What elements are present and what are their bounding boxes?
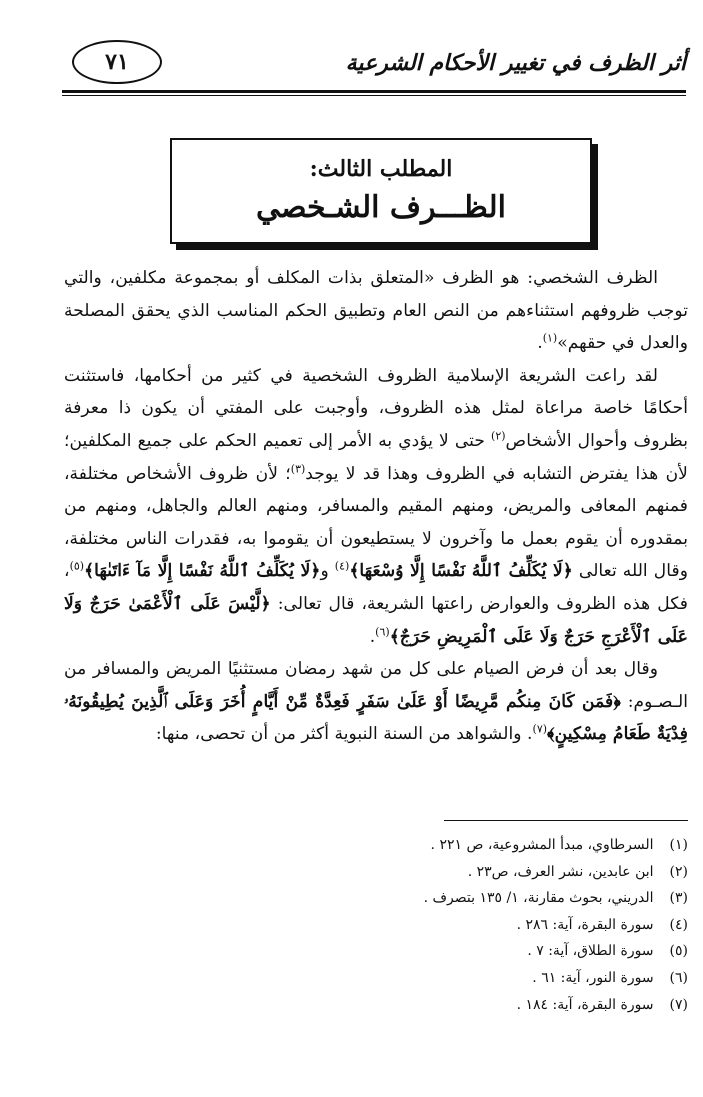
footnote-text: سورة البقرة، آية: ٢٨٦ .	[516, 916, 654, 933]
page-number: ٧١	[105, 49, 129, 75]
footnote-text: السرطاوي، مبدأ المشروعية، ص ٢٢١ .	[430, 837, 654, 853]
footnote-separator	[444, 820, 688, 821]
section-subheading: الظـــرف الشـخصي	[256, 190, 506, 225]
footnote-ref: (٦)	[375, 624, 390, 638]
paragraph	[64, 653, 688, 751]
footnote-item	[64, 832, 688, 859]
text-run: ؛ لأن ظروف الأشخاص مختلفة، فمنهم المعافى والمريض، ومنهم المقيم والمسافر، ومنهم العالم والجاهل، ومنهم من بمقدوره أن يقوم بعمل ما وآخرون لا يستطيعون أن يقوموا به، فقدرات الناس مختلفة، وقال الله تعالى	[64, 463, 688, 582]
section-heading: المطلب الثالث:	[309, 156, 453, 182]
page-number-oval	[72, 40, 162, 84]
page-header	[62, 38, 686, 86]
footnote-number: (٦)	[669, 969, 688, 986]
footnote-text: سورة الطلاق، آية: ٧ .	[527, 943, 654, 960]
main-text	[64, 262, 688, 751]
footnote-ref: (٢)	[491, 429, 506, 443]
footnote-text: ابن عابدين، نشر العرف، ص٢٣ .	[467, 863, 654, 880]
footnote-text: الدريني، بحوث مقارنة، ١/ ١٣٥ بتصرف .	[423, 890, 654, 907]
footnote-text: سورة البقرة، آية: ١٨٤ .	[516, 996, 654, 1013]
text-run: الظرف الشخصي: هو الظرف «المتعلق بذات المكلف أو بمجموعة مكلفين، والتي توجب ظروفهم استثناءهم من النص العام وتطبيق الحكم المناسب الذي يحقق المصلحة والعدل في حقهم»	[64, 268, 688, 354]
section-title-box	[170, 138, 592, 244]
footnote-item	[64, 885, 688, 912]
paragraph	[64, 262, 688, 360]
footnote-text: سورة النور، آية: ٦١ .	[532, 969, 654, 986]
running-title: أثر الظرف في تغيير الأحكام الشرعية	[345, 50, 686, 76]
footnote-ref: (٥)	[69, 559, 85, 573]
text-run: . والشواهد من السنة النبوية أكثر من أن تحصى، منها:	[155, 724, 533, 745]
footnote-ref: (٤)	[334, 559, 350, 573]
footnote-number: (٤)	[669, 916, 688, 933]
footnote-number: (٣)	[669, 890, 688, 907]
footnote-item	[64, 859, 688, 886]
quran-verse: ﴿لَا يُكَلِّفُ ٱللَّهُ نَفْسًا إِلَّا وُسْعَهَا﴾	[349, 561, 573, 582]
text-run: و	[320, 561, 335, 582]
footnote-ref: (١)	[542, 331, 558, 345]
footnote-ref: (٧)	[532, 722, 548, 736]
text-run: ، فكل هذه الظروف والعوارض راعتها الشريعة، قال تعالى:	[64, 561, 688, 614]
footnotes-list	[64, 832, 688, 1018]
header-rule-thin	[62, 95, 686, 96]
footnote-ref: (٣)	[290, 461, 306, 475]
text-run: حتى لا يؤدي به الأمر إلى تعميم الحكم على جميع المكلفين؛ لأن هذا يفترض التشابه في الظروف وهذا قد لا يوجد	[64, 430, 688, 484]
footnote-number: (٥)	[669, 943, 688, 960]
header-rule	[62, 90, 686, 93]
footnote-number: (٧)	[669, 996, 688, 1013]
text-run: .	[369, 626, 376, 647]
text-run: لقد راعت الشريعة الإسلامية الظروف الشخصية في كثير من أحكامها، فاستثنت أحكامًا خاصة مراعاة لمثل هذه الظروف، وأوجبت على المفتي أن يكون ذا معرفة بظروف وأحوال الأشخاص	[64, 365, 689, 451]
footnote-number: (١)	[669, 837, 688, 853]
footnote-item	[64, 992, 688, 1019]
text-run: وقال بعد أن فرض الصيام على كل من شهد رمضان مستثنيًا المريض والمسافر من الـصـوم:	[64, 659, 688, 712]
quran-verse: ﴿لَا يُكَلِّفُ ٱللَّهُ نَفْسًا إِلَّا مَآ ءَاتَىٰهَا﴾	[84, 561, 321, 582]
quran-verse: ﴿فَمَن كَانَ مِنكُم مَّرِيضًا أَوْ عَلَىٰ سَفَرٍ فَعِدَّةٌ مِّنْ أَيَّامٍ أُخَرَ وَعَلَى ٱلَّذِينَ يُطِيقُونَهُۥ فِدْيَةٌ طَعَامُ مِسْكِينٍ﴾	[64, 691, 688, 745]
footnote-number: (٢)	[669, 863, 688, 880]
footnote-item	[64, 938, 688, 965]
footnote-item	[64, 912, 688, 939]
footnote-item	[64, 965, 688, 992]
quran-verse: ﴿لَّيْسَ عَلَى ٱلْأَعْمَىٰ حَرَجٌ وَلَا عَلَى ٱلْأَعْرَجِ حَرَجٌ وَلَا عَلَى ٱلْمَرِيضِ حَرَجٌ﴾	[64, 593, 688, 647]
paragraph	[64, 360, 688, 653]
text-run: .	[537, 333, 543, 354]
